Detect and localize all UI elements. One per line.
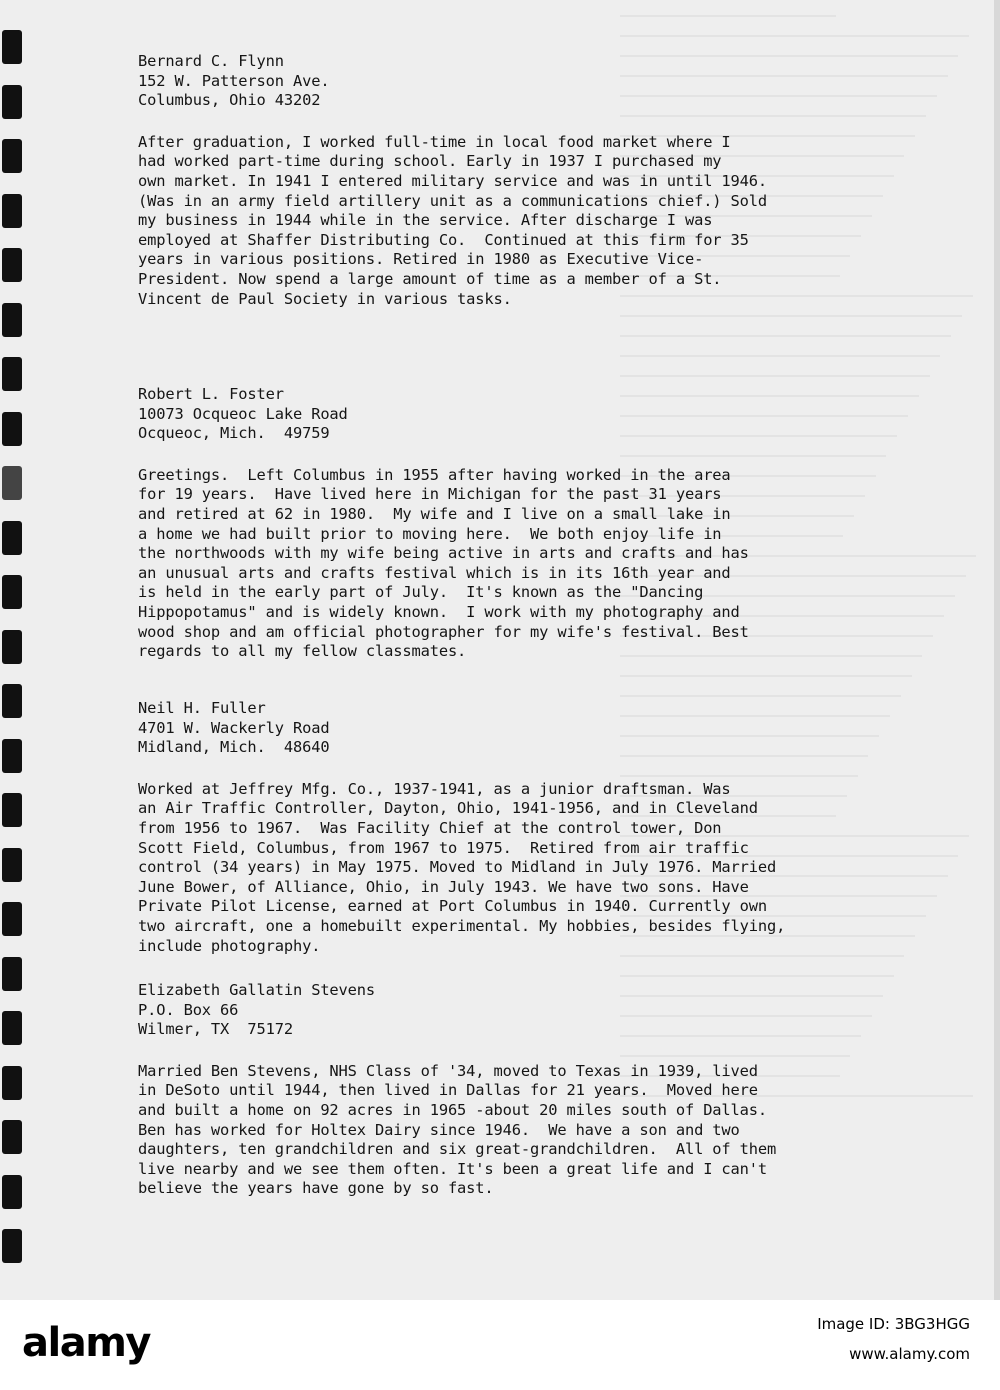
address-line: Elizabeth Gallatin Stevens — [138, 981, 376, 999]
bleed-line — [620, 335, 951, 337]
address-line: Ocqueoc, Mich. 49759 — [138, 424, 330, 443]
address-line: Robert L. Foster — [138, 385, 284, 403]
binding-ring — [2, 739, 22, 773]
paragraph-line: an unusual arts and crafts festival which is in its 16th year and — [138, 563, 731, 582]
address-line: 10073 Ocqueoc Lake Road — [138, 404, 348, 423]
paragraph-line: in DeSoto until 1944, then lived in Dallas for 21 years. Moved here — [138, 1081, 758, 1100]
entry-paragraph — [138, 466, 749, 662]
binding-ring — [2, 1011, 22, 1045]
bleed-line — [620, 35, 969, 37]
page-edge — [994, 0, 1000, 1300]
paragraph-line: Married Ben Stevens, NHS Class of '34, moved to Texas in 1939, lived — [138, 1061, 758, 1080]
paragraph-line: Ben has worked for Holtex Dairy since 1946. We have a son and two — [138, 1120, 740, 1139]
classmate-entry — [138, 981, 776, 1199]
binding-ring — [2, 957, 22, 991]
paragraph-line: Private Pilot License, earned at Port Columbus in 1940. Currently own — [138, 897, 768, 916]
binding-ring — [2, 684, 22, 718]
paragraph-line: June Bower, of Alliance, Ohio, in July 1943. We have two sons. Have — [138, 877, 749, 896]
paragraph-line: own market. In 1941 I entered military service and was in until 1946. — [138, 171, 768, 190]
binding-ring — [2, 1229, 22, 1263]
binding-ring — [2, 1175, 22, 1209]
binding-ring — [2, 521, 22, 555]
brand-logo: alamy — [22, 1320, 150, 1366]
binding-ring — [2, 793, 22, 827]
binding-ring — [2, 194, 22, 228]
paragraph-line: wood shop and am official photographer for my wife's festival. Best — [138, 622, 749, 641]
address-line: 4701 W. Wackerly Road — [138, 718, 330, 737]
paragraph-line: regards to all my fellow classmates. — [138, 642, 467, 661]
binding-ring — [2, 466, 22, 500]
paragraph-line: Vincent de Paul Society in various tasks. — [138, 289, 512, 308]
address-line: P.O. Box 66 — [138, 1000, 239, 1019]
entry-paragraph — [138, 1062, 776, 1199]
entry-paragraph — [138, 780, 785, 956]
binding-ring — [2, 1120, 22, 1154]
binding-ring — [2, 575, 22, 609]
binding-ring — [2, 30, 22, 64]
address-line: 152 W. Patterson Ave. — [138, 71, 330, 90]
paragraph-line: for 19 years. Have lived here in Michigan for the past 31 years — [138, 485, 722, 504]
address-line: Bernard C. Flynn — [138, 52, 284, 70]
stock-footer — [0, 1300, 1000, 1390]
bleed-line — [620, 355, 940, 357]
paragraph-line: and built a home on 92 acres in 1965 -about 20 miles south of Dallas. — [138, 1100, 768, 1119]
paragraph-line: After graduation, I worked full-time in local food market where I — [138, 132, 731, 151]
bleed-line — [620, 15, 836, 17]
binding-ring — [2, 85, 22, 119]
spiral-binding — [0, 30, 26, 1280]
bleed-line — [620, 695, 901, 697]
paragraph-line: Greetings. Left Columbus in 1955 after having worked in the area — [138, 465, 731, 484]
binding-ring — [2, 357, 22, 391]
paragraph-line: Scott Field, Columbus, from 1967 to 1975. Retired from air traffic — [138, 838, 749, 857]
paragraph-line: an Air Traffic Controller, Dayton, Ohio, 1941-1956, and in Cleveland — [138, 799, 758, 818]
paragraph-line: control (34 years) in May 1975. Moved to Midland in July 1976. Married — [138, 858, 777, 877]
binding-ring — [2, 902, 22, 936]
paragraph-line: two aircraft, one a homebuilt experimental. My hobbies, besides flying, — [138, 916, 786, 935]
binding-ring — [2, 1066, 22, 1100]
binding-ring — [2, 848, 22, 882]
address-line: Midland, Mich. 48640 — [138, 738, 330, 757]
image-id-label: Image ID: 3BG3HGG — [817, 1315, 970, 1333]
paragraph-line: employed at Shaffer Distributing Co. Continued at this firm for 35 — [138, 230, 749, 249]
classmate-entry — [138, 385, 749, 662]
binding-ring — [2, 303, 22, 337]
paragraph-line: daughters, ten grandchildren and six great-grandchildren. All of them — [138, 1140, 777, 1159]
paragraph-line: had worked part-time during school. Early in 1937 I purchased my — [138, 152, 722, 171]
paragraph-line: a home we had built prior to moving here. We both enjoy life in — [138, 524, 722, 543]
bleed-line — [620, 975, 894, 977]
paragraph-line: live nearby and we see them often. It's been a great life and I can't — [138, 1159, 768, 1178]
paragraph-line: believe the years have gone by so fast. — [138, 1179, 494, 1198]
paragraph-line: from 1956 to 1967. Was Facility Chief at the control tower, Don — [138, 818, 722, 837]
paragraph-line: and retired at 62 in 1980. My wife and I live on a small lake in — [138, 504, 731, 523]
binding-ring — [2, 630, 22, 664]
binding-ring — [2, 139, 22, 173]
paragraph-line: years in various positions. Retired in 1980 as Executive Vice- — [138, 250, 704, 269]
bleed-line — [620, 375, 930, 377]
paragraph-line: my business in 1944 while in the service. After discharge I was — [138, 211, 713, 230]
address-line: Columbus, Ohio 43202 — [138, 91, 321, 110]
bleed-line — [620, 315, 962, 317]
classmate-entry — [138, 699, 785, 956]
classmate-entry — [138, 52, 767, 309]
paragraph-line: President. Now spend a large amount of time as a member of a St. — [138, 269, 722, 288]
paragraph-line: is held in the early part of July. It's known as the "Dancing — [138, 583, 704, 602]
paragraph-line: the northwoods with my wife being active in arts and crafts and has — [138, 544, 749, 563]
binding-ring — [2, 248, 22, 282]
paragraph-line: Hippopotamus" and is widely known. I work with my photography and — [138, 602, 740, 621]
paragraph-line: (Was in an army field artillery unit as a communications chief.) Sold — [138, 191, 768, 210]
binding-ring — [2, 412, 22, 446]
bleed-line — [620, 675, 912, 677]
paragraph-line: Worked at Jeffrey Mfg. Co., 1937-1941, as a junior draftsman. Was — [138, 779, 731, 798]
site-url: www.alamy.com — [849, 1345, 970, 1363]
paragraph-line: include photography. — [138, 936, 321, 955]
entry-paragraph — [138, 133, 767, 309]
address-line: Wilmer, TX 75172 — [138, 1020, 293, 1039]
address-line: Neil H. Fuller — [138, 699, 266, 717]
